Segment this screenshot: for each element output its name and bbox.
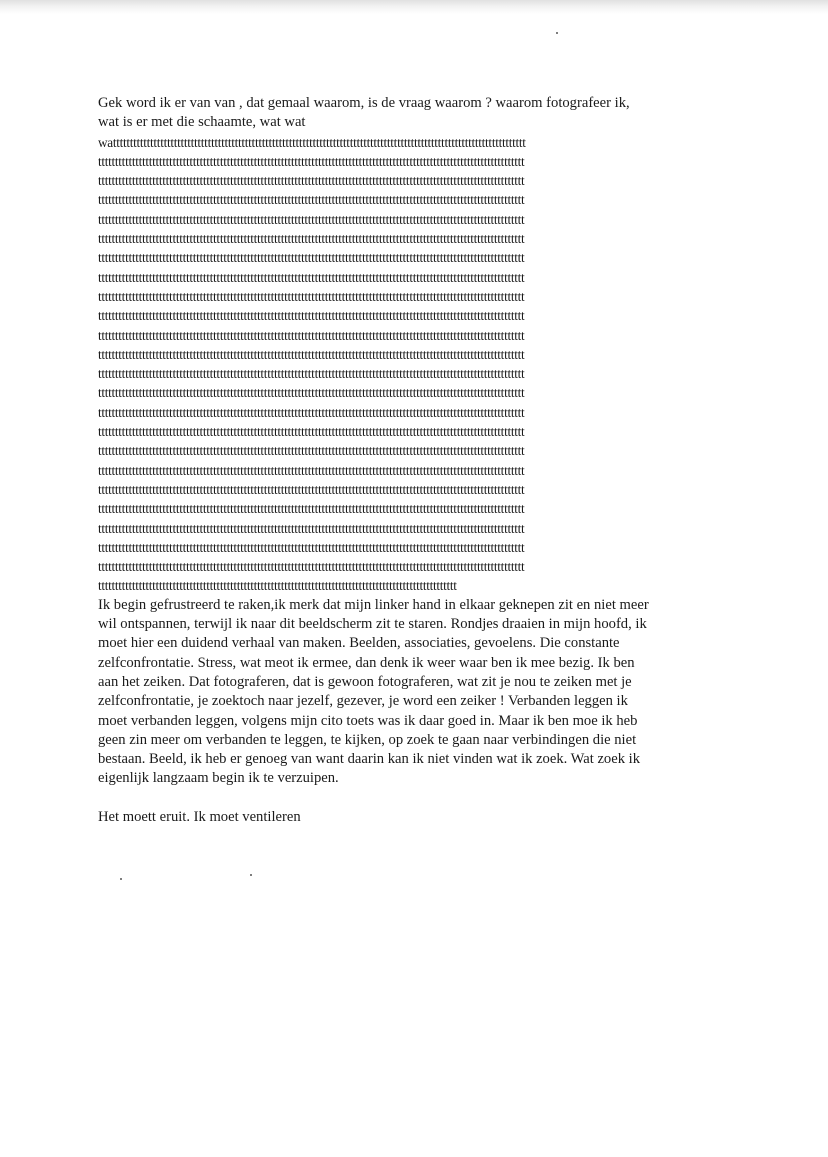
intro-line-2: wat is er met die schaamte, wat wat (98, 114, 306, 131)
intro-line-1: Gek word ik er van van , dat gemaal waarom, is de vraag waarom ? waarom fotografeer ik, (98, 95, 630, 111)
t-line: watttttttttttttttttttttttttttttttttttttttttttttttttttttttttttttttttttttttttttttttttttttttttttttttttttttttttttttttttttttttttt (98, 134, 526, 150)
t-line: tttttttttttttttttttttttttttttttttttttttttttttttttttttttttttttttttttttttttttttttttttttttttttttttttttttttttttttttttttttttttttttt (98, 153, 525, 169)
t-line: tttttttttttttttttttttttttttttttttttttttttttttttttttttttttttttttttttttttttttttttttttttttttttttttttttttttttttttttttttttttttttttt (98, 250, 525, 266)
t-line: tttttttttttttttttttttttttttttttttttttttttttttttttttttttttttttttttttttttttttttttttttttttttttttttttttttttttttttttttttttttttttttt (98, 539, 525, 555)
t-line: tttttttttttttttttttttttttttttttttttttttttttttttttttttttttttttttttttttttttttttttttttttttttttttttttttttttttttttttttttttttttttttt (98, 211, 525, 227)
body-line: aan het zeiken. Dat fotograferen, dat is gewoon fotograferen, wat zit je nou te zeiken met je (98, 673, 632, 690)
scan-speck (250, 874, 252, 876)
t-line: tttttttttttttttttttttttttttttttttttttttttttttttttttttttttttttttttttttttttttttttttttttttttttttttttttttttttttttttttttttttttttttt (98, 404, 525, 420)
body-line: zelfconfrontatie, je zoektoch naar jezelf, gezever, je word een zeiker ! Verbanden leggen ik (98, 693, 628, 710)
t-line: tttttttttttttttttttttttttttttttttttttttttttttttttttttttttttttttttttttttttttttttttttttttttttttttttttttttttttttttttttttttttttttt (98, 481, 525, 497)
body-line: eigenlijk langzaam begin ik te verzuipen. (98, 770, 339, 787)
t-line: tttttttttttttttttttttttttttttttttttttttttttttttttttttttttttttttttttttttttttttttttttttttttttttttttttttttttttttttttttttttttttttt (98, 192, 525, 208)
body-paragraph (98, 596, 748, 789)
t-line: tttttttttttttttttttttttttttttttttttttttttttttttttttttttttttttttttttttttttttttttttttttttttttttttttttttttttttttttttttttttttttttt (98, 327, 525, 343)
body-line: zelfconfrontatie. Stress, wat meot ik ermee, dan denk ik weer waar ben ik mee bezig. Ik ben (98, 654, 635, 671)
t-line: tttttttttttttttttttttttttttttttttttttttttttttttttttttttttttttttttttttttttttttttttttttttttttttttttttttttttttttttttttttttttttttt (98, 288, 525, 304)
body-line: Ik begin gefrustreerd te raken,ik merk dat mijn linker hand in elkaar geknepen zit en niet meer (98, 596, 649, 613)
t-line: tttttttttttttttttttttttttttttttttttttttttttttttttttttttttttttttttttttttttttttttttttttttttttttttttttttttttttttttttttttttttttttt (98, 366, 525, 382)
scan-edge-shadow (0, 0, 828, 14)
body-line: wil ontspannen, terwijl ik naar dit beeldscherm zit te staren. Rondjes draaien in mijn hoofd, ik (98, 616, 647, 633)
body-line: moet verbanden leggen, volgens mijn cito toets was ik daar goed in. Maar ik ben moe ik heb (98, 712, 638, 729)
closing-line: Het moett eruit. Ik moet ventileren (98, 808, 301, 825)
body-line: geen zin meer om verbanden te leggen, te kijken, op zoek te gaan naar verbindingen die niet (98, 731, 637, 748)
t-line: tttttttttttttttttttttttttttttttttttttttttttttttttttttttttttttttttttttttttttttttttttttttttttttttttttttttttttttttttttttttttttttt (98, 231, 525, 247)
t-line: tttttttttttttttttttttttttttttttttttttttttttttttttttttttttttttttttttttttttttttttttttttttttttttttttttttttttttttttttttttttttttttt (98, 424, 525, 440)
scan-speck (120, 878, 122, 880)
t-line: tttttttttttttttttttttttttttttttttttttttttttttttttttttttttttttttttttttttttttttttttttttttttttttttttttttttttttttttttttttttttttttt (98, 559, 525, 575)
body-line: moet hier een duidend verhaal van maken. Beelden, associaties, gevoelens. Die constante (98, 635, 620, 652)
t-line: tttttttttttttttttttttttttttttttttttttttttttttttttttttttttttttttttttttttttttttttttttttttttttttttttttttttttttttttttttttttttttttt (98, 308, 525, 324)
repeated-t-block (98, 133, 748, 596)
t-line: tttttttttttttttttttttttttttttttttttttttttttttttttttttttttttttttttttttttttttttttttttttttttttttttttttttttttttttttttttttttttttttt (98, 269, 525, 285)
t-line: tttttttttttttttttttttttttttttttttttttttttttttttttttttttttttttttttttttttttttttttttttttttttttttttttttttttttttttttttttttttttttttt (98, 443, 525, 459)
t-line: tttttttttttttttttttttttttttttttttttttttttttttttttttttttttttttttttttttttttttttttttttttttttttttttttttttttttttttttttttttttttttttt (98, 462, 525, 478)
t-line: tttttttttttttttttttttttttttttttttttttttttttttttttttttttttttttttttttttttttttttttttttttttttttttttttttttttttt (98, 578, 457, 594)
body-line: bestaan. Beeld, ik heb er genoeg van want daarin kan ik niet vinden wat ik zoek. Wat zoek ik (98, 751, 640, 768)
t-line: tttttttttttttttttttttttttttttttttttttttttttttttttttttttttttttttttttttttttttttttttttttttttttttttttttttttttttttttttttttttttttttt (98, 520, 525, 536)
t-line: tttttttttttttttttttttttttttttttttttttttttttttttttttttttttttttttttttttttttttttttttttttttttttttttttttttttttttttttttttttttttttttt (98, 346, 525, 362)
t-line: tttttttttttttttttttttttttttttttttttttttttttttttttttttttttttttttttttttttttttttttttttttttttttttttttttttttttttttttttttttttttttttt (98, 385, 525, 401)
scan-speck (556, 32, 558, 34)
t-line: tttttttttttttttttttttttttttttttttttttttttttttttttttttttttttttttttttttttttttttttttttttttttttttttttttttttttttttttttttttttttttttt (98, 501, 525, 517)
document-text (98, 94, 748, 827)
t-line: tttttttttttttttttttttttttttttttttttttttttttttttttttttttttttttttttttttttttttttttttttttttttttttttttttttttttttttttttttttttttttttt (98, 173, 525, 189)
